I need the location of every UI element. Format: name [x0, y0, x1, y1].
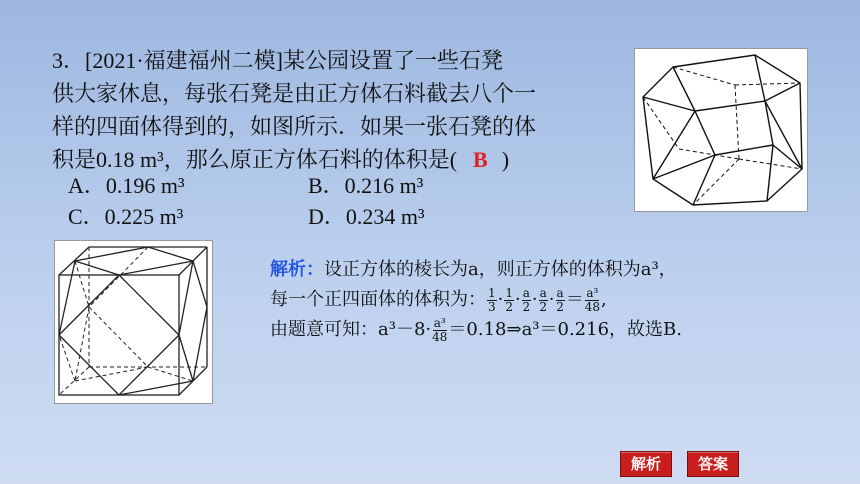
solution-label: 解析：: [270, 259, 324, 280]
fraction: $\frac{a}{2}$: [539, 285, 548, 314]
solution-text-3a: 由题意可知：a³－8·: [270, 319, 432, 340]
option-d: D．0.234 m³: [308, 204, 425, 229]
solution-block: [270, 255, 682, 345]
solution-line-2: 每一个正四面体的体积为： $\frac{1}{3}$ · $\frac{1}{2}$ · $\frac{a}{2}$ · $\frac{a}{2}$ · $\frac{a}{2}$ ＝ $\frac{\text{a³}}{48}$ ,: [270, 285, 607, 314]
cube-figure: [54, 240, 213, 404]
cube-drawing: [55, 241, 212, 403]
fraction: $\frac{1}{3}$: [488, 285, 496, 314]
fraction: $\frac{1}{2}$: [505, 285, 514, 314]
solution-line-3: [270, 315, 682, 345]
fraction: $\frac{a}{2}$: [556, 285, 564, 314]
solution-line-1: [270, 255, 682, 285]
answer-mark: B: [473, 147, 488, 172]
fraction: $\frac{a}{2}$: [522, 285, 531, 314]
question-line: 供大家休息，每张石凳是由正方体石料截去八个一: [52, 81, 537, 106]
solution-text-1: 设正方体的棱长为a，则正方体的体积为a³，: [324, 259, 677, 280]
solution-text-3b: ＝0.18⇒a³＝0.216，故选B.: [448, 319, 682, 340]
fraction: $\frac{\text{a³}}{48}$: [584, 285, 600, 314]
cuboctahedron-drawing: [635, 49, 807, 211]
question-text: [52, 44, 612, 176]
analysis-button[interactable]: 解析: [620, 451, 672, 477]
options-list: [68, 170, 548, 232]
question-line: 样的四面体得到的，如图所示．如果一张石凳的体: [52, 114, 537, 139]
answer-button[interactable]: 答案: [687, 451, 739, 477]
option-b: B．0.216 m³: [308, 173, 424, 198]
option-a: A．0.196 m³: [68, 173, 185, 198]
stool-figure: [634, 48, 808, 212]
question-line-text: 积是0.18 m³，那么原正方体石料的体积是(: [52, 147, 458, 172]
fraction: $\frac{\text{a³}}{48}$: [432, 315, 448, 344]
close-paren: ): [501, 147, 510, 172]
option-c: C．0.225 m³: [68, 204, 184, 229]
question-line: 3．[2021·福建福州二模]某公园设置了一些石凳: [52, 48, 503, 73]
solution-text-2: 每一个正四面体的体积为：: [270, 289, 486, 310]
